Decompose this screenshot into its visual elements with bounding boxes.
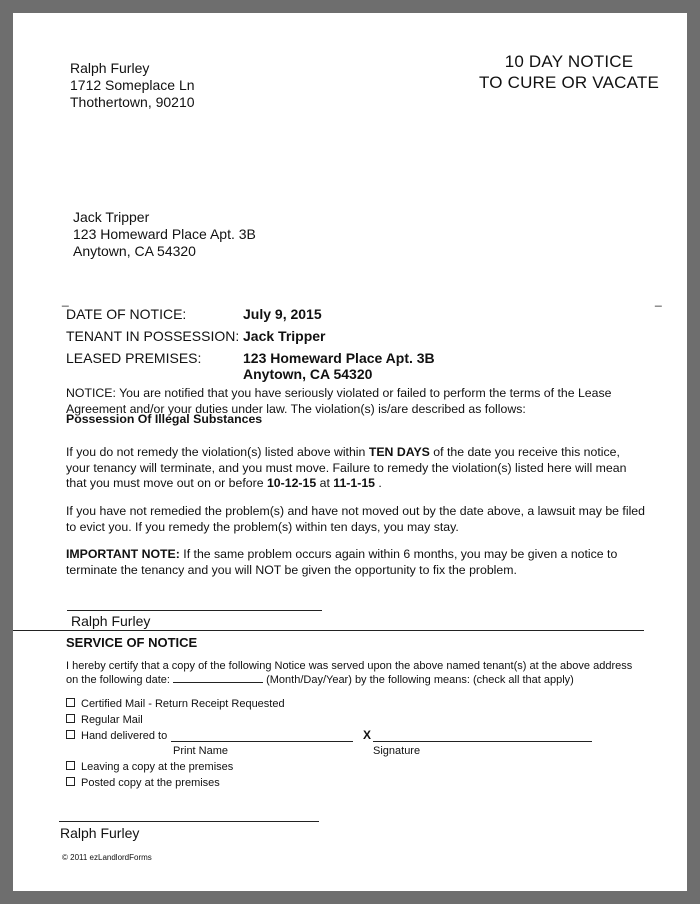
recipient-name: Jack Tripper (73, 209, 150, 225)
important-text: If the same problem occurs again within 6 months, you may be given a notice to terminate the tenancy and you will NOT be given the opportunity to fix the problem. (66, 547, 618, 577)
sender-name: Ralph Furley (70, 60, 150, 76)
margin-mark-right: _ (655, 293, 662, 307)
violation-text: Possession Of Illegal Substances (66, 412, 263, 426)
premises-label: LEASED PREMISES: (66, 350, 202, 366)
premises-value (243, 350, 435, 382)
checkbox-leaving[interactable] (66, 761, 75, 770)
signature-line[interactable] (373, 741, 592, 742)
cert-text-b: (Month/Day/Year) by the following means: (check all that apply) (263, 674, 574, 686)
tenant-label: TENANT IN POSSESSION: (66, 328, 240, 344)
signature-caption: Signature (373, 745, 421, 757)
option-certified-label: Certified Mail - Return Receipt Requested (81, 698, 285, 710)
notice-title-line2: TO CURE OR VACATE (478, 73, 660, 92)
service-heading: SERVICE OF NOTICE (66, 635, 198, 650)
option-hand (66, 729, 167, 743)
date-value: July 9, 2015 (243, 306, 322, 322)
remedy-days: TEN DAYS (368, 445, 430, 459)
notice-title (453, 51, 685, 93)
lawsuit-paragraph: If you have not remedied the problem(s) and have not moved out by the date above, a lawsuit may be filed to evict you. If you remedy the problem(s) within ten days, you may stay. (66, 504, 645, 534)
sender-address (70, 60, 195, 111)
option-regular (66, 713, 143, 727)
notice-title-line1: 10 DAY NOTICE (504, 52, 634, 71)
print-name-line[interactable] (171, 741, 353, 742)
signature-2: Ralph Furley (60, 825, 140, 841)
checkbox-regular[interactable] (66, 714, 75, 723)
x-mark: X (363, 728, 372, 742)
sender-street: 1712 Someplace Ln (70, 77, 195, 93)
option-posted (66, 776, 220, 790)
premises-line1: 123 Homeward Place Apt. 3B (243, 350, 435, 366)
margin-mark-left: _ (62, 293, 69, 307)
section-divider (13, 630, 644, 631)
remedy-time: 11-1-15 (333, 476, 376, 490)
important-paragraph (66, 547, 646, 578)
option-leaving-label: Leaving a copy at the premises (81, 761, 234, 773)
remedy-paragraph (66, 445, 646, 492)
print-name-caption: Print Name (173, 745, 229, 757)
checkbox-posted[interactable] (66, 777, 75, 786)
notice-text: NOTICE: You are notified that you have seriously violated or failed to perform the terms of the Lease Agreement and/or your duties under law. The violation(s) is/are described as follows: (66, 386, 612, 416)
option-hand-label: Hand delivered to (81, 730, 168, 742)
signature-1: Ralph Furley (71, 613, 151, 629)
option-certified (66, 697, 285, 711)
document-page (13, 13, 687, 891)
signature-1-line (67, 610, 322, 611)
recipient-address (73, 209, 256, 260)
option-posted-label: Posted copy at the premises (81, 777, 220, 789)
remedy-at: at (316, 476, 334, 490)
copyright-notice: © 2011 ezLandlordForms (62, 853, 152, 862)
recipient-street: 123 Homeward Place Apt. 3B (73, 226, 256, 242)
recipient-city: Anytown, CA 54320 (73, 243, 196, 259)
option-leaving (66, 760, 233, 774)
remedy-end: . (375, 476, 382, 490)
service-date-field[interactable] (173, 682, 263, 683)
remedy-text-a: If you do not remedy the violation(s) listed above within (66, 445, 369, 459)
option-regular-label: Regular Mail (81, 714, 143, 726)
remedy-text-b: of the date you receive this notice, your tenancy will terminate, and you must move. Failure to remedy the violation(s) listed here will mean that you must move out on or before (66, 445, 627, 490)
sender-city: Thothertown, 90210 (70, 94, 195, 110)
checkbox-certified[interactable] (66, 698, 75, 707)
certification-paragraph (66, 659, 641, 687)
important-label: IMPORTANT NOTE: (66, 547, 180, 561)
premises-line2: Anytown, CA 54320 (243, 366, 373, 382)
checkbox-hand[interactable] (66, 730, 75, 739)
remedy-date: 10-12-15 (266, 476, 317, 490)
date-label: DATE OF NOTICE: (66, 306, 187, 322)
tenant-value: Jack Tripper (243, 328, 326, 344)
signature-2-line (59, 821, 319, 822)
cert-text-a: I hereby certify that a copy of the following Notice was served upon the above named tenant(s) at the above address on the following date: (66, 660, 633, 686)
